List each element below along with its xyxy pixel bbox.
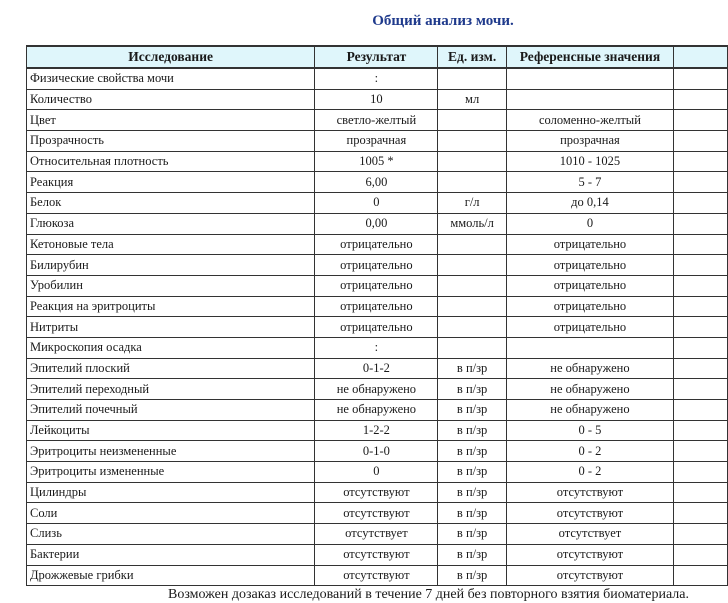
- cell-reference: [506, 337, 673, 358]
- cell-extra: [674, 255, 728, 276]
- cell-reference: прозрачная: [506, 131, 673, 152]
- cell-result: отсутствуют: [315, 482, 438, 503]
- cell-reference: [506, 68, 673, 89]
- cell-test-name: Дрожжевые грибки: [27, 565, 315, 586]
- footer-note: Возможен дозаказ исследований в течение 7 дней без повторного взятия биоматериала.: [168, 587, 690, 602]
- cell-unit: в п/зр: [438, 524, 506, 545]
- cell-test-name: Цвет: [27, 110, 315, 131]
- cell-unit: [438, 296, 506, 317]
- cell-reference: отрицательно: [506, 234, 673, 255]
- cell-reference: 5 - 7: [506, 172, 673, 193]
- cell-result: отрицательно: [315, 296, 438, 317]
- table-row: [27, 131, 728, 152]
- page-title: Общий анализ мочи.: [372, 13, 514, 29]
- cell-result: :: [315, 68, 438, 89]
- cell-test-name: Прозрачность: [27, 131, 315, 152]
- table-row: [27, 462, 728, 483]
- cell-result: отрицательно: [315, 234, 438, 255]
- cell-unit: ммоль/л: [438, 213, 506, 234]
- cell-unit: в п/зр: [438, 565, 506, 586]
- cell-reference: не обнаружено: [506, 379, 673, 400]
- table-row: [27, 275, 728, 296]
- cell-result: 0: [315, 193, 438, 214]
- cell-result: 0-1-2: [315, 358, 438, 379]
- cell-unit: в п/зр: [438, 379, 506, 400]
- cell-unit: [438, 68, 506, 89]
- cell-unit: [438, 275, 506, 296]
- cell-reference: [506, 89, 673, 110]
- cell-test-name: Нитриты: [27, 317, 315, 338]
- cell-unit: [438, 234, 506, 255]
- cell-extra: [674, 234, 728, 255]
- cell-result: 10: [315, 89, 438, 110]
- table-row: [27, 296, 728, 317]
- cell-result: отрицательно: [315, 317, 438, 338]
- cell-result: :: [315, 337, 438, 358]
- cell-extra: [674, 462, 728, 483]
- cell-extra: [674, 544, 728, 565]
- cell-extra: [674, 296, 728, 317]
- cell-result: не обнаружено: [315, 379, 438, 400]
- cell-reference: 0 - 5: [506, 420, 673, 441]
- cell-test-name: Реакция: [27, 172, 315, 193]
- table-row: [27, 151, 728, 172]
- cell-extra: [674, 358, 728, 379]
- cell-extra: [674, 317, 728, 338]
- cell-extra: [674, 503, 728, 524]
- cell-test-name: Эпителий почечный: [27, 400, 315, 421]
- cell-reference: 0 - 2: [506, 441, 673, 462]
- cell-result: 0: [315, 462, 438, 483]
- column-header-extra: [674, 46, 728, 68]
- cell-test-name: Белок: [27, 193, 315, 214]
- cell-test-name: Относительная плотность: [27, 151, 315, 172]
- cell-unit: в п/зр: [438, 462, 506, 483]
- table-header-row: [27, 46, 728, 68]
- cell-result: 1005 *: [315, 151, 438, 172]
- table-row: [27, 565, 728, 586]
- cell-unit: в п/зр: [438, 544, 506, 565]
- cell-extra: [674, 110, 728, 131]
- cell-extra: [674, 379, 728, 400]
- cell-reference: отсутствуют: [506, 482, 673, 503]
- cell-result: светло-желтый: [315, 110, 438, 131]
- table-row: [27, 358, 728, 379]
- cell-extra: [674, 400, 728, 421]
- cell-reference: не обнаружено: [506, 400, 673, 421]
- column-header-result: Результат: [315, 46, 438, 68]
- table-row: [27, 337, 728, 358]
- cell-result: отрицательно: [315, 255, 438, 276]
- cell-extra: [674, 172, 728, 193]
- cell-test-name: Уробилин: [27, 275, 315, 296]
- cell-unit: [438, 110, 506, 131]
- cell-result: отрицательно: [315, 275, 438, 296]
- cell-result: 0-1-0: [315, 441, 438, 462]
- cell-result: отсутствуют: [315, 544, 438, 565]
- cell-reference: 1010 - 1025: [506, 151, 673, 172]
- cell-reference: отрицательно: [506, 296, 673, 317]
- cell-test-name: Эритроциты измененные: [27, 462, 315, 483]
- cell-test-name: Микроскопия осадка: [27, 337, 315, 358]
- table-row: [27, 110, 728, 131]
- cell-test-name: Реакция на эритроциты: [27, 296, 315, 317]
- cell-unit: в п/зр: [438, 420, 506, 441]
- cell-test-name: Кетоновые тела: [27, 234, 315, 255]
- cell-reference: отсутствует: [506, 524, 673, 545]
- cell-extra: [674, 524, 728, 545]
- table-row: [27, 400, 728, 421]
- cell-reference: 0 - 2: [506, 462, 673, 483]
- cell-reference: не обнаружено: [506, 358, 673, 379]
- table-row: [27, 234, 728, 255]
- cell-reference: отрицательно: [506, 275, 673, 296]
- cell-reference: отсутствуют: [506, 503, 673, 524]
- cell-extra: [674, 420, 728, 441]
- table-row: [27, 503, 728, 524]
- cell-test-name: Эритроциты неизмененные: [27, 441, 315, 462]
- cell-extra: [674, 441, 728, 462]
- column-header-test: Исследование: [27, 46, 315, 68]
- cell-unit: в п/зр: [438, 400, 506, 421]
- cell-reference: отрицательно: [506, 317, 673, 338]
- cell-test-name: Эпителий переходный: [27, 379, 315, 400]
- cell-unit: [438, 337, 506, 358]
- table-row: [27, 441, 728, 462]
- cell-extra: [674, 337, 728, 358]
- cell-test-name: Количество: [27, 89, 315, 110]
- column-header-unit: Ед. изм.: [438, 46, 506, 68]
- table-row: [27, 524, 728, 545]
- cell-extra: [674, 213, 728, 234]
- cell-extra: [674, 89, 728, 110]
- cell-extra: [674, 151, 728, 172]
- cell-test-name: Цилиндры: [27, 482, 315, 503]
- cell-extra: [674, 131, 728, 152]
- cell-unit: [438, 317, 506, 338]
- cell-unit: мл: [438, 89, 506, 110]
- table-row: [27, 379, 728, 400]
- cell-test-name: Эпителий плоский: [27, 358, 315, 379]
- table-row: [27, 544, 728, 565]
- cell-unit: в п/зр: [438, 441, 506, 462]
- cell-unit: в п/зр: [438, 482, 506, 503]
- cell-reference: отсутствуют: [506, 565, 673, 586]
- table-row: [27, 255, 728, 276]
- cell-result: 6,00: [315, 172, 438, 193]
- cell-unit: [438, 151, 506, 172]
- table-row: [27, 68, 728, 89]
- cell-extra: [674, 68, 728, 89]
- cell-reference: до 0,14: [506, 193, 673, 214]
- results-table: [26, 45, 728, 586]
- cell-unit: [438, 131, 506, 152]
- cell-result: прозрачная: [315, 131, 438, 152]
- cell-test-name: Билирубин: [27, 255, 315, 276]
- cell-unit: г/л: [438, 193, 506, 214]
- cell-unit: в п/зр: [438, 503, 506, 524]
- table-row: [27, 172, 728, 193]
- cell-extra: [674, 565, 728, 586]
- cell-extra: [674, 482, 728, 503]
- cell-test-name: Глюкоза: [27, 213, 315, 234]
- column-header-reference: Референсные значения: [506, 46, 673, 68]
- cell-extra: [674, 193, 728, 214]
- cell-result: отсутствует: [315, 524, 438, 545]
- table-row: [27, 193, 728, 214]
- table-row: [27, 213, 728, 234]
- table-row: [27, 89, 728, 110]
- cell-reference: 0: [506, 213, 673, 234]
- table-row: [27, 420, 728, 441]
- cell-result: 0,00: [315, 213, 438, 234]
- cell-result: отсутствуют: [315, 503, 438, 524]
- cell-result: отсутствуют: [315, 565, 438, 586]
- cell-reference: отрицательно: [506, 255, 673, 276]
- cell-test-name: Соли: [27, 503, 315, 524]
- cell-extra: [674, 275, 728, 296]
- cell-result: не обнаружено: [315, 400, 438, 421]
- cell-reference: соломенно-желтый: [506, 110, 673, 131]
- table-row: [27, 317, 728, 338]
- cell-test-name: Лейкоциты: [27, 420, 315, 441]
- cell-reference: отсутствуют: [506, 544, 673, 565]
- cell-unit: [438, 172, 506, 193]
- cell-unit: [438, 255, 506, 276]
- cell-test-name: Бактерии: [27, 544, 315, 565]
- cell-test-name: Физические свойства мочи: [27, 68, 315, 89]
- table-row: [27, 482, 728, 503]
- cell-unit: в п/зр: [438, 358, 506, 379]
- cell-result: 1-2-2: [315, 420, 438, 441]
- cell-test-name: Слизь: [27, 524, 315, 545]
